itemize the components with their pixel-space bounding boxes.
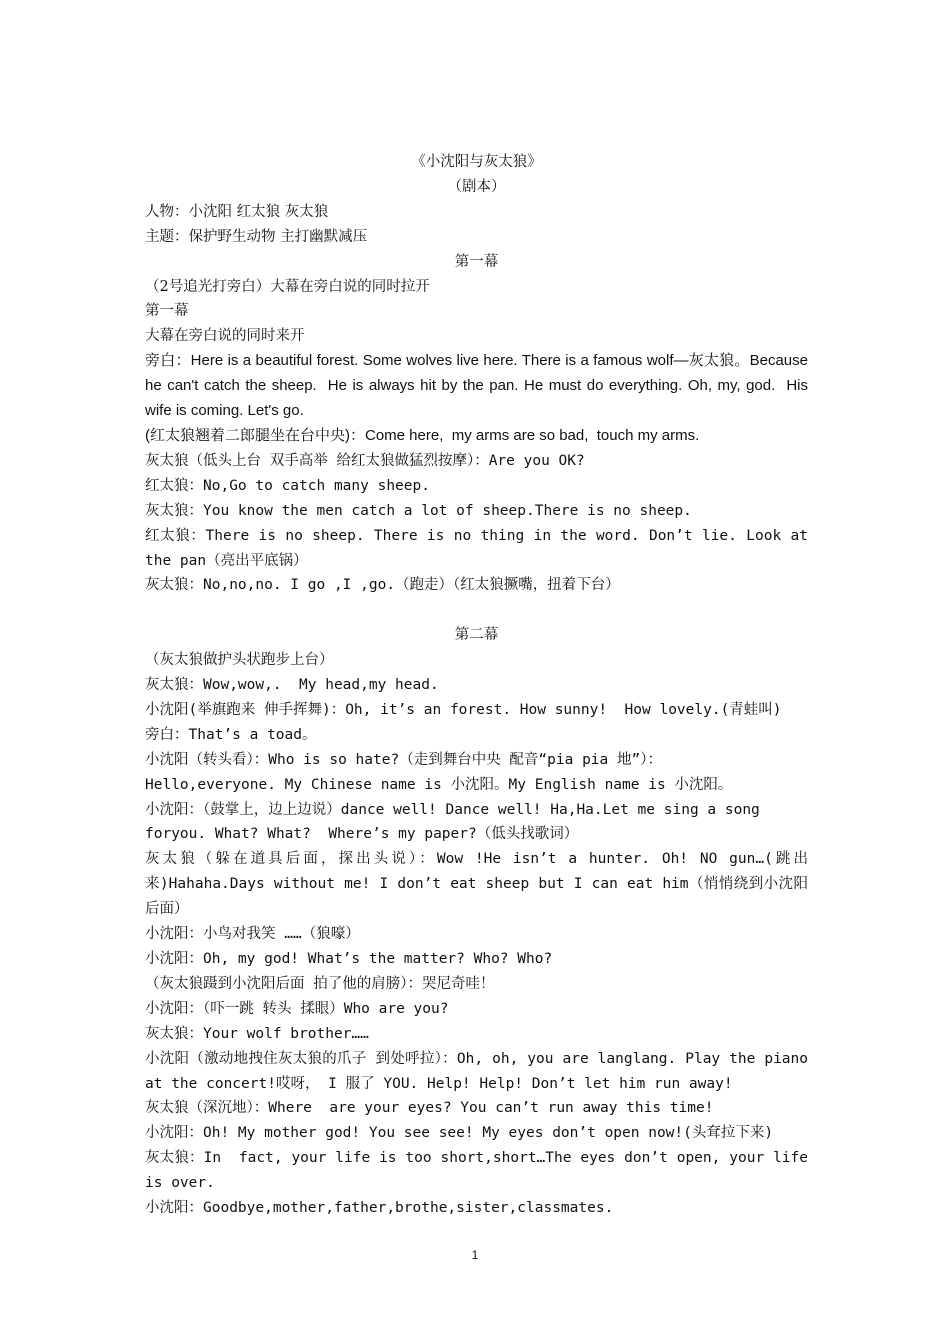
narrator-line: 旁白：Here is a beautiful forest. Some wolves live here. There is a famous wolf—灰太狼。Because he can't catch the sheep. He is always hit by the pan. He must do everything. Oh, my, god. His wife is coming. Let's go. (145, 352, 813, 420)
dialogue-line: 灰太狼：You know the men catch a lot of sheep.There is no sheep. (145, 502, 692, 519)
dialogue-line: 小沈阳(举旗跑来 伸手挥舞)：Oh, it’s an forest. How sunny! How lovely.(青蛙叫) (145, 701, 782, 718)
dialogue-line: Hello,everyone. My Chinese name is 小沈阳。My English name is 小沈阳。 (145, 776, 733, 793)
dialogue-line: 灰太狼（低头上台 双手高举 给红太狼做猛烈按摩）：Are you OK? (145, 452, 585, 469)
script-title: 《小沈阳与灰太狼》 (411, 154, 542, 170)
dialogue-line: 红太狼：There is no sheep. There is no thing in the word. Don’t lie. Look at the pan（亮出平底锅） (145, 527, 826, 569)
dialogue-line: 灰太狼（深沉地）：Where are your eyes? You can’t run away this time! (145, 1100, 714, 1117)
page-number: 1 (471, 1248, 479, 1262)
act1-line: 第一幕 (145, 303, 189, 320)
script-subtitle: （剧本） (447, 178, 506, 195)
dialogue-line: 灰太狼：Wow,wow,. My head,my head. (145, 677, 439, 694)
act2-heading: 第二幕 (454, 627, 499, 644)
dialogue-line: （灰太狼蹑到小沈阳后面 拍了他的肩膀）：哭尼奇哇！ (145, 975, 495, 992)
dialogue-line: 小沈阳：Oh! My mother god! You see see! My eyes don’t open now!(头耷拉下来) (145, 1125, 774, 1142)
dialogue-line: 小沈阳（激动地拽住灰太狼的爪子 到处呼拉）：Oh, oh, you are langlang. Play the piano at the concert!哎呀， I 服了 YOU. Help! Help! Don’t let him run away! (145, 1050, 817, 1092)
dialogue-line: 灰太狼（躲在道具后面，探出头说）：Wow !He isn’t a hunter. Oh! NO gun…(跳出来)Hahaha.Days without me! I don’t eat sheep but I can eat him（悄悄绕到小沈阳后面） (145, 851, 808, 918)
dialogue-line: 小沈阳：Goodbye,mother,father,brothe,sister,classmates. (145, 1200, 614, 1217)
dialogue-line: 灰太狼：In fact, your life is too short,short…The eyes don’t open, your life is over. (145, 1150, 817, 1192)
dialogue-line: 小沈阳：（吓一跳 转头 揉眼）Who are you? (145, 1000, 449, 1017)
dialogue-line: 红太狼：No,Go to catch many sheep. (145, 477, 430, 494)
dialogue-line: 旁白：That’s a toad。 (145, 726, 317, 743)
dialogue-line: 小沈阳：Oh, my god! What’s the matter? Who? Who? (145, 950, 553, 967)
act1-line: （2号追光打旁白）大幕在旁白说的同时拉开 (145, 278, 430, 295)
characters-line: 人物：小沈阳 红太狼 灰太狼 (145, 203, 329, 220)
dialogue-line: 小沈阳：（鼓掌上，边上边说）dance well! Dance well! Ha,Ha.Let me sing a song foryou. What? What? Where’s my paper?（低头找歌词） (145, 801, 769, 843)
theme-line: 主题：保护野生动物 主打幽默减压 (145, 228, 368, 245)
dialogue-line: （灰太狼做护头状跑步上台） (145, 652, 334, 669)
act1-line: 大幕在旁白说的同时来开 (145, 328, 305, 345)
dialogue-line: 小沈阳：小鸟对我笑 ……（狼嚎） (145, 926, 360, 943)
dialogue-line: 灰太狼：Your wolf brother…… (145, 1025, 369, 1042)
act1-line: (红太狼翘着二郎腿坐在台中央)：Come here, my arms are so bad, touch my arms. (145, 426, 700, 444)
blank-line (145, 598, 808, 623)
dialogue-line: 小沈阳（转头看）：Who is so hate?（走到舞台中央 配音“pia pia 地”）： (145, 751, 662, 768)
act1-heading: 第一幕 (454, 253, 499, 270)
dialogue-line: 灰太狼：No,no,no. I go ,I ,go.（跑走）（红太狼撅嘴，扭着下台） (145, 577, 620, 594)
